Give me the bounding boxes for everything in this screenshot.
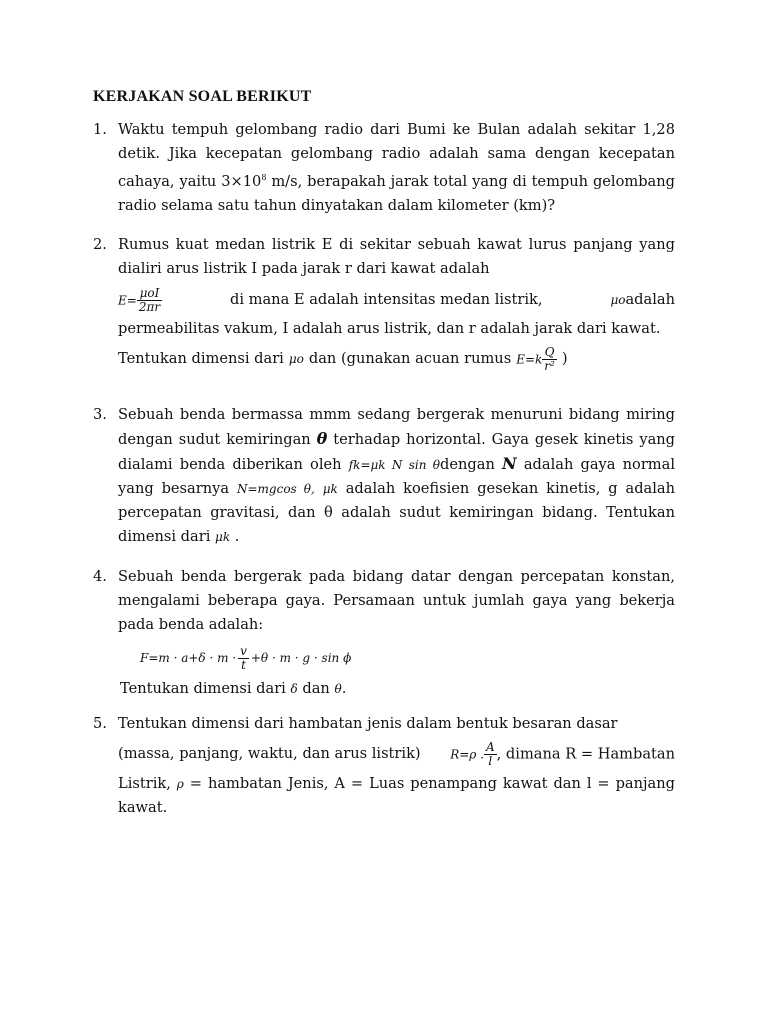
normal-symbol: N — [502, 454, 517, 473]
question-3 — [93, 403, 675, 549]
definitions-line: Listrik, ρ = hambatan Jenis, A = Luas penampang kawat dan l = panjang kawat. — [118, 775, 675, 816]
resistivity-fraction: $\frac{A}{l}$ — [485, 739, 495, 768]
mu-k-symbol: μk — [215, 530, 231, 544]
question-4 — [93, 565, 675, 701]
mu-k-symbol: μk — [322, 482, 338, 496]
friction-formula: fk=μk N sin θ — [348, 458, 441, 472]
question-text: Waktu tempuh gelombang radio dari Bumi ke Bulan adalah sekitar 1,28 detik. Jika kecepatan gelombang radio adalah sama dengan kecepatan cahaya, yaitu $3\times 10^8$ m/s, berapakah jarak total yang di tempuh gelombang radio selama satu tahun dinyatakan dalam kilometer (km)? — [118, 121, 676, 214]
theta-symbol: θ — [334, 682, 342, 696]
page-title: KERJAKAN SOAL BERIKUT — [93, 88, 312, 105]
question-number: 1. — [93, 121, 107, 138]
question-number: 3. — [93, 406, 107, 423]
question-text: Sebuah benda bergerak pada bidang datar dengan percepatan konstan, mengalami beberapa gaya. Persamaan untuk jumlah gaya yang bekerja pada benda adalah: F=m · a+δ · m · $\frac{v}{t}$ +θ · m · g · sin ϕ Tentukan dimensi dari δ dan θ. — [118, 565, 675, 701]
question-5 — [93, 712, 675, 820]
mu-zero-symbol: μo — [610, 293, 626, 307]
reference-fraction: $\frac{Q}{\text{r²}}$ — [544, 344, 555, 373]
question-number: 2. — [93, 236, 107, 253]
theta-symbol: θ — [316, 429, 328, 448]
question-2 — [93, 233, 675, 377]
question-text: Rumus kuat medan listrik E di sekitar sebuah kawat lurus panjang yang dialiri arus listrik I pada jarak r dari kawat adalah E= $\frac{\text{μoI}}{2\pi r}$ di mana E adalah intensitas medan listrik, μoadalah permeabilitas vakum, I adalah arus listrik, dan r adalah jarak dari kawat. Tentukan dimensi dari μo dan (gunakan acuan rumus E=k $\frac{Q}{\text{r²}}$ ) — [118, 233, 675, 377]
question-number: 4. — [93, 568, 107, 585]
rho-symbol: ρ — [176, 777, 184, 791]
delta-symbol: δ — [290, 682, 298, 696]
mu-zero-symbol: μo — [288, 352, 304, 366]
question-1 — [93, 118, 675, 218]
force-equation: F=m · a+δ · m · $\frac{v}{t}$ +θ · m · g · sin ϕ — [140, 643, 352, 672]
normal-formula: N=mgcos θ, — [236, 482, 315, 496]
formula-fraction: $\frac{\text{μoI}}{2\pi r}$ — [138, 285, 161, 314]
formula-lhs: E= — [118, 293, 137, 307]
formula-line: E= $\frac{\text{μoI}}{2\pi r}$ di mana E adalah intensitas medan listrik, μoadalah — [118, 285, 675, 314]
resistivity-line: (massa, panjang, waktu, dan arus listrik) R=ρ . $\frac{A}{l}$ , dimana R = Hambatan — [118, 739, 675, 768]
dimension-request-line: Tentukan dimensi dari μo dan (gunakan acuan rumus E=k $\frac{Q}{\text{r²}}$ ) — [118, 344, 568, 373]
question-text: Sebuah benda bermassa mmm sedang bergerak menuruni bidang miring dengan sudut kemiringan θ terhadap horizontal. Gaya gesek kinetis yang dialami benda diberikan oleh fk=μk N sin θdengan N adalah gaya normal yang besarnya N=mgcos θ, μk adalah koefisien gesekan kinetis, g adalah percepatan gravitasi, dan θ adalah sudut kemiringan bidang. Tentukan dimensi dari μk . — [118, 406, 676, 545]
question-text: Tentukan dimensi dari hambatan jenis dalam bentuk besaran dasar (massa, panjang, waktu, dan arus listrik) R=ρ . $\frac{A}{l}$ , dimana R = Hambatan Listrik, ρ = hambatan Jenis, A = Luas penampang kawat dan l = panjang kawat. — [118, 712, 675, 820]
dimension-request-line: Tentukan dimensi dari δ dan θ. — [120, 680, 347, 697]
question-number: 5. — [93, 715, 107, 732]
